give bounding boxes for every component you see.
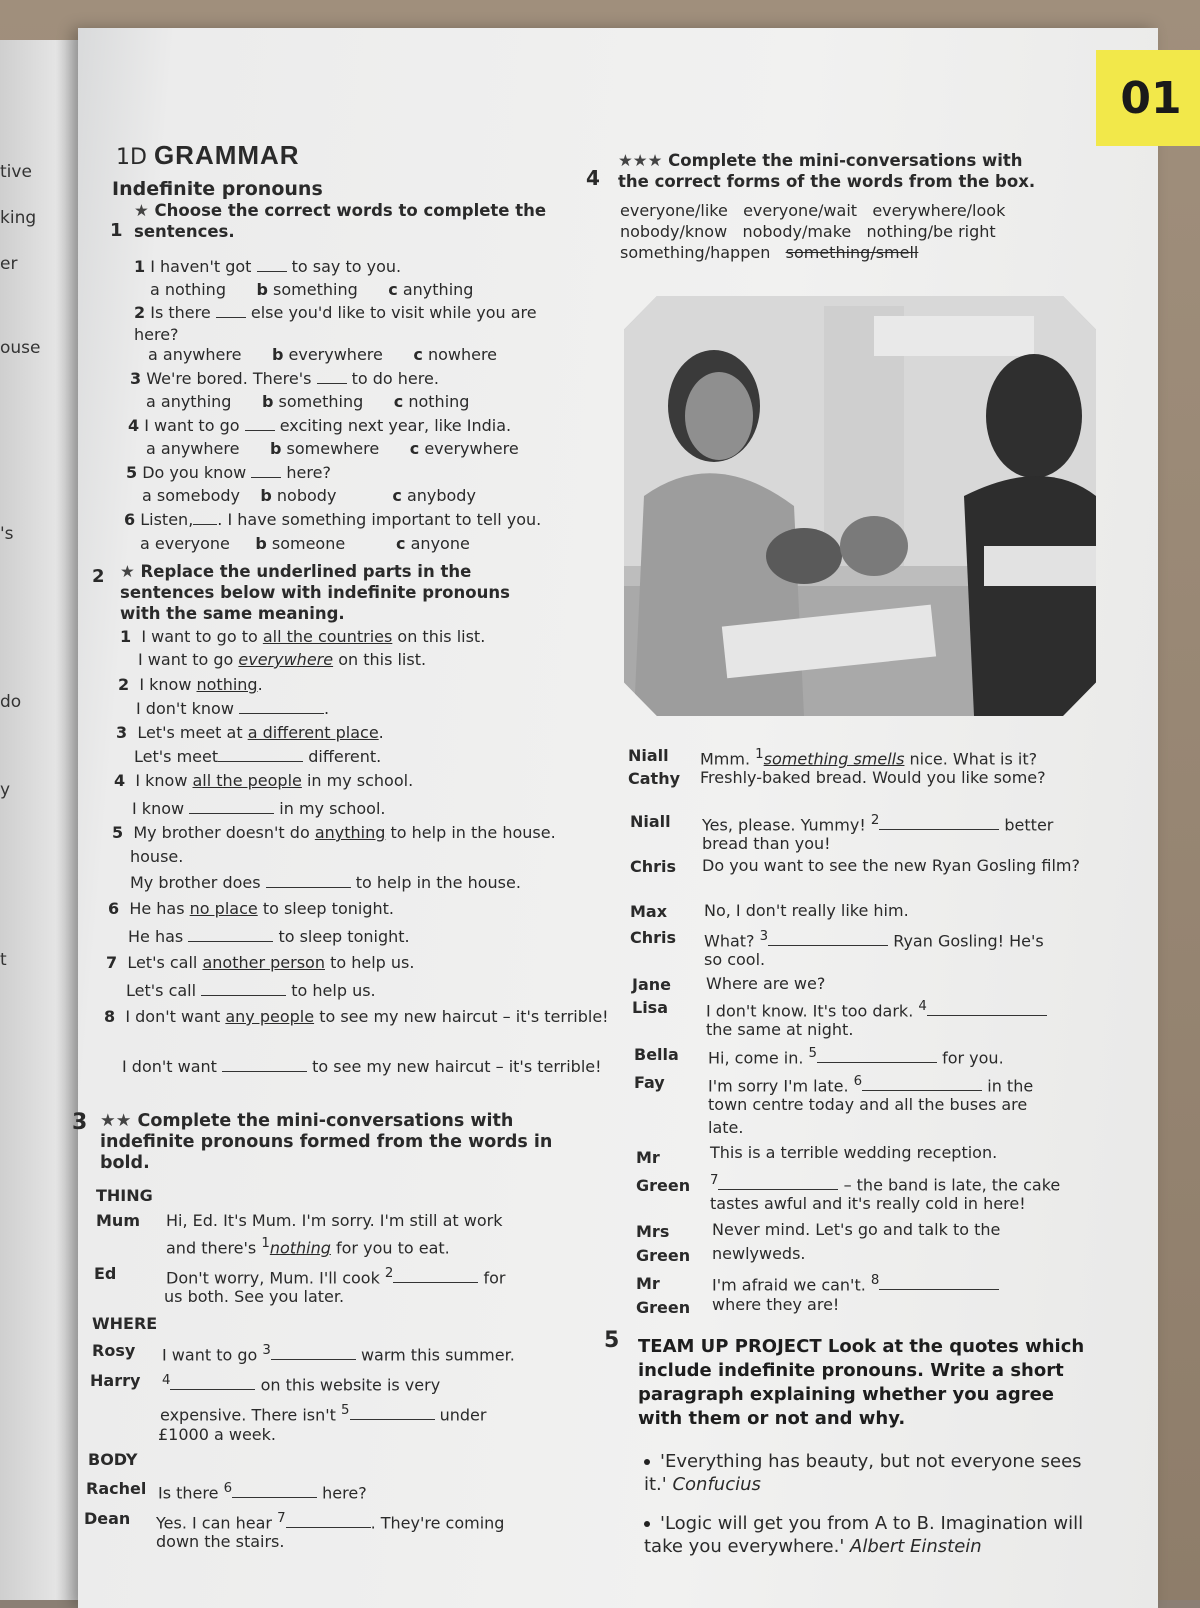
section-name: GRAMMAR <box>153 140 300 170</box>
dialogue-text: the same at night. <box>706 1020 854 1039</box>
speaker: Fay <box>634 1073 665 1092</box>
question: 6 Listen, . I have something important to tell you. <box>124 510 542 529</box>
exercise-5-number: 5 <box>604 1328 620 1353</box>
answer-blank[interactable] <box>251 463 281 478</box>
dialogue-text: and there's $^1$nothing for you to eat. <box>166 1236 450 1258</box>
rewrite: I don't want to see my new haircut – it's terrible! <box>122 1057 602 1076</box>
sentence: 3 Let's meet at a different place. <box>116 723 384 742</box>
speaker: Lisa <box>632 998 668 1017</box>
option-b[interactable]: someone <box>271 534 346 553</box>
question: 1 I haven't got to say to you. <box>134 257 402 276</box>
speaker: Chris <box>630 857 677 876</box>
dialogue-text: Hi, come in. $^5$ for you. <box>708 1046 1004 1068</box>
option-c[interactable]: anything <box>402 280 474 299</box>
dialogue-text: No, I don't really like him. <box>704 901 909 920</box>
exercise-5-instruction <box>638 1335 1098 1431</box>
speaker: Mrs Green <box>636 1222 691 1265</box>
speaker: Mr Green <box>636 1274 691 1317</box>
exercise-1-number: 1 <box>110 220 123 241</box>
exercise-4-instruction <box>618 150 1058 192</box>
option-b[interactable]: everywhere <box>288 345 383 364</box>
option-a[interactable]: anywhere <box>162 345 242 364</box>
answer-blank[interactable] <box>879 1275 999 1290</box>
dialogue-line: Rosy <box>92 1341 136 1360</box>
dialogue-text: so cool. <box>704 950 766 969</box>
rewrite: My brother does to help in the house. <box>130 873 521 892</box>
option-a[interactable]: somebody <box>156 486 241 505</box>
box-word: nobody/know <box>620 222 728 241</box>
answer-blank[interactable] <box>239 699 324 714</box>
quote: 'Logic will get you from A to B. Imagination will take you everywhere.' Albert Einstein <box>644 1513 1084 1557</box>
star-rating: ★★ <box>100 1111 132 1131</box>
answer-blank[interactable] <box>266 873 351 888</box>
option-b[interactable]: something <box>278 392 364 411</box>
dialogue-text: down the stairs. <box>156 1532 285 1551</box>
dialogue-line: Harry <box>90 1371 141 1390</box>
option-c[interactable]: anybody <box>406 486 476 505</box>
answer-blank[interactable] <box>188 927 273 942</box>
star-rating: ★ <box>120 562 135 581</box>
rewrite: I want to go everywhere on this list. <box>138 650 427 669</box>
speaker: Jane <box>632 975 671 994</box>
exercise-1-instruction <box>134 200 554 242</box>
instruction-text: Replace the underlined parts in the sentences below with indefinite pronouns with the same meaning. <box>120 562 510 623</box>
rewrite: I don't know . <box>136 699 330 718</box>
left-fragment: er <box>0 254 18 274</box>
option-a[interactable]: anywhere <box>160 439 240 458</box>
option-a[interactable]: everyone <box>154 534 230 553</box>
section-header <box>116 140 300 171</box>
option-b[interactable]: nobody <box>276 486 337 505</box>
answer-blank[interactable] <box>768 931 888 946</box>
left-fragment: king <box>0 208 37 228</box>
answer-blank[interactable] <box>218 747 303 762</box>
box-word: nobody/make <box>742 222 852 241</box>
left-page-edge <box>0 40 80 1600</box>
instruction-text: Choose the correct words to complete the sentences. <box>134 201 547 241</box>
options: a anywhere b everywhere c nowhere <box>148 345 498 364</box>
star-rating: ★ <box>134 201 149 220</box>
dialogue-text: expensive. There isn't $^5$ under <box>160 1403 487 1425</box>
option-b[interactable]: something <box>273 280 358 299</box>
options: a anything b something c nothing <box>146 392 470 411</box>
answer-filled[interactable]: everywhere <box>238 650 334 669</box>
sentence: 5 My brother doesn't do anything to help in the house. <box>112 823 556 842</box>
box-word: something/happen <box>620 243 771 262</box>
dialogue-line: Mum <box>96 1211 140 1230</box>
answer-blank[interactable] <box>201 981 286 996</box>
speaker: Max <box>630 902 668 921</box>
exercise-3-instruction <box>100 1111 560 1174</box>
answer-blank[interactable] <box>927 1001 1047 1016</box>
answer-filled[interactable]: nothing <box>269 1238 331 1258</box>
answer-blank[interactable] <box>189 799 274 814</box>
question: 4 I want to go exciting next year, like India. <box>128 416 512 435</box>
option-a[interactable]: nothing <box>164 280 226 299</box>
dialogue-text: town centre today and all the buses are <box>708 1095 1028 1114</box>
dialogue-text: Freshly-baked bread. Would you like some? <box>700 768 1046 787</box>
answer-blank[interactable] <box>222 1057 307 1072</box>
speaker: Niall <box>630 812 671 831</box>
sentence: 7 Let's call another person to help us. <box>106 953 415 972</box>
dialogue-text: I'm afraid we can't. $^8$ <box>712 1270 999 1296</box>
answer-blank[interactable] <box>718 1175 838 1190</box>
dialogue-text: tastes awful and it's really cold in here! <box>710 1194 1026 1213</box>
left-fragment: t <box>0 950 7 970</box>
options: a everyone b someone c anyone <box>140 534 470 553</box>
sentence: 6 He has no place to sleep tonight. <box>108 899 394 918</box>
option-a[interactable]: anything <box>160 392 232 411</box>
dialogue-line: Ed <box>94 1264 117 1283</box>
speaker: Cathy <box>628 769 681 788</box>
box-word: nothing/be right <box>866 222 996 241</box>
speaker: Bella <box>634 1045 679 1064</box>
left-fragment: do <box>0 692 22 712</box>
quote: 'Everything has beauty, but not everyone sees it.' Confucius <box>644 1451 1082 1495</box>
dialogue-text: Do you want to see the new Ryan Gosling film? <box>702 856 1080 875</box>
dialogue-text: Mmm. $^1$something smells nice. What is it? <box>700 747 1038 769</box>
options: a somebody b nobody c anybody <box>142 486 476 505</box>
left-fragment: tive <box>0 162 32 182</box>
options: a anywhere b somewhere c everywhere <box>146 439 519 458</box>
dialogue-text: Don't worry, Mum. I'll cook $^2$ for <box>166 1266 506 1288</box>
continuation: house. <box>130 847 184 866</box>
option-b[interactable]: somewhere <box>286 439 380 458</box>
dialogue-text: where they are! <box>712 1295 840 1314</box>
bullet-icon <box>644 1521 650 1527</box>
box-word-used: something/smell <box>785 243 919 262</box>
project-label: TEAM UP PROJECT <box>638 1336 822 1357</box>
left-fragment: 's <box>0 524 14 544</box>
dialogue-text: This is a terrible wedding reception. <box>710 1143 998 1162</box>
rewrite: He has to sleep tonight. <box>128 927 410 946</box>
workbook-page <box>72 28 1182 1608</box>
dialogue-text: I'm sorry I'm late. $^6$ in the <box>708 1074 1034 1096</box>
answer-blank[interactable] <box>817 1048 937 1063</box>
answer-blank[interactable] <box>879 815 999 830</box>
dialogue-line: Rachel <box>86 1479 147 1498</box>
exercise-2-instruction <box>120 561 550 624</box>
exercise-4-number: 4 <box>586 166 600 190</box>
rewrite: Let's call to help us. <box>126 981 376 1000</box>
box-word: everywhere/look <box>872 201 1006 220</box>
rewrite: Let's meet different. <box>134 747 382 766</box>
bullet-icon <box>644 1459 650 1465</box>
instruction-text: Complete the mini-conversations with indefinite pronouns formed from the words in bold. <box>100 1111 553 1173</box>
speaker: Chris <box>630 928 677 947</box>
exercise-2-number: 2 <box>92 566 105 587</box>
exercise-3-number: 3 <box>72 1110 88 1135</box>
unit-number-tab: 01 <box>1096 50 1200 146</box>
speaker: Mr Green <box>636 1148 691 1195</box>
dialogue-text: Never mind. Let's go and talk to the newlyweds. <box>712 1220 1001 1263</box>
answer-blank[interactable] <box>317 369 347 384</box>
answer-blank[interactable] <box>271 1345 356 1360</box>
dialogue-text: I don't know. It's too dark. $^4$ <box>706 996 1047 1022</box>
dialogue-text: $^7$ – the band is late, the cake <box>710 1173 1061 1195</box>
question: 3 We're bored. There's to do here. <box>130 369 439 388</box>
sentence: 1 I want to go to all the countries on this list. <box>120 627 486 646</box>
dialogue-text: $^4$ on this website is very <box>162 1373 441 1395</box>
answer-blank[interactable] <box>216 303 246 318</box>
dialogue-text: What? $^3$ Ryan Gosling! He's <box>704 929 1044 951</box>
dialogue-text: us both. See you later. <box>164 1287 345 1306</box>
answer-blank[interactable] <box>393 1268 478 1283</box>
options: a nothing b something c anything <box>150 280 474 299</box>
answer-blank[interactable] <box>232 1483 317 1498</box>
word-box <box>620 200 1050 270</box>
box-word: everyone/like <box>620 201 728 220</box>
question: 5 Do you know here? <box>126 463 331 482</box>
sentence: 4 I know all the people in my school. <box>114 771 414 790</box>
dialogue-text: bread than you! <box>702 834 831 853</box>
dialogue-text: Is there $^6$ here? <box>158 1481 367 1503</box>
instruction-text: Look at the quotes which include indefinite pronouns. Write a short paragraph explaining whether you agree with them or not and why. <box>638 1336 1085 1429</box>
answer-blank[interactable] <box>245 416 275 431</box>
speaker: Niall <box>628 746 669 765</box>
dialogue-text: Yes, please. Yummy! $^2$ better <box>702 813 1054 835</box>
answer-blank[interactable] <box>862 1076 982 1091</box>
topic-heading: Indefinite pronouns <box>112 178 323 200</box>
answer-blank[interactable] <box>193 510 217 525</box>
left-fragment: ouse <box>0 338 41 358</box>
answer-blank[interactable] <box>257 257 287 272</box>
option-c[interactable]: nothing <box>408 392 470 411</box>
photo-illustration <box>624 296 1096 716</box>
keyword: WHERE <box>92 1314 158 1333</box>
box-word: everyone/wait <box>743 201 858 220</box>
dialogue-text: £1000 a week. <box>158 1425 276 1444</box>
keyword: BODY <box>88 1450 138 1469</box>
answer-blank[interactable] <box>286 1513 371 1528</box>
sentence: 8 I don't want any people to see my new haircut – it's terrible! <box>104 1007 609 1026</box>
dialogue-text: Yes. I can hear $^7$ . They're coming <box>156 1511 505 1533</box>
instruction-text: Complete the mini-conversations with the correct forms of the words from the box. <box>618 151 1036 191</box>
dialogue-text: Hi, Ed. It's Mum. I'm sorry. I'm still at work <box>166 1211 503 1230</box>
keyword: THING <box>96 1186 153 1205</box>
dialogue-text: I want to go $^3$ warm this summer. <box>162 1343 515 1365</box>
left-fragment: y <box>0 780 11 800</box>
dialogue-text: Where are we? <box>706 974 826 993</box>
option-c[interactable]: everywhere <box>424 439 519 458</box>
answer-blank[interactable] <box>350 1405 435 1420</box>
star-rating: ★★★ <box>618 151 663 170</box>
photo-bread-kitchen <box>624 296 1096 716</box>
question: 2 Is there else you'd like to visit while you are here? <box>134 303 537 344</box>
sentence: 2 I know nothing. <box>118 675 263 694</box>
dialogue-text: late. <box>708 1118 744 1137</box>
option-c[interactable]: nowhere <box>427 345 498 364</box>
rewrite: I know in my school. <box>132 799 386 818</box>
dialogue-line: Dean <box>84 1509 131 1528</box>
option-c[interactable]: anyone <box>410 534 470 553</box>
section-code: 1D <box>116 145 147 170</box>
answer-blank[interactable] <box>170 1375 255 1390</box>
